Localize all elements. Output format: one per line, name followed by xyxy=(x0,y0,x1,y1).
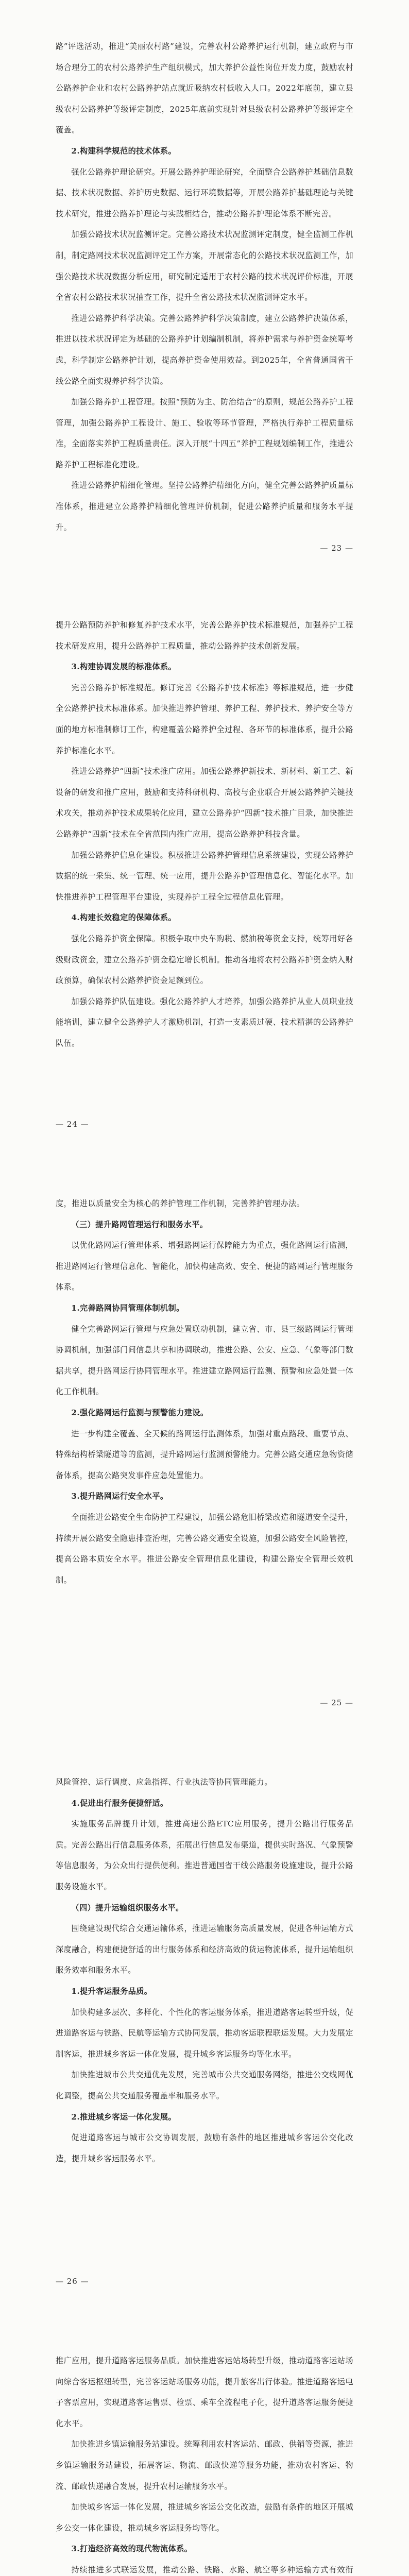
page-27 xyxy=(0,2314,409,2576)
paragraph: 强化公路养护理论研究。开展公路养护理论研究，全面整合公路养护基础信息数据、技术状况数据、养护历史数据、运行环境数据等，开展公路养护基础理论与关键技术研究，推进公路养护理论与实践相结合，推动公路养护理论体系不断完善。 xyxy=(56,167,353,218)
section-heading: 3.构建协调发展的标准体系。 xyxy=(71,662,177,672)
paragraph: 以优化路网运行管理体系、增强路网运行保障能力为重点，强化路网运行监测，推进路网运行管理信息化、智能化，加快构建高效、安全、便捷的路网运行管理服务体系。 xyxy=(56,1241,353,1292)
section-heading: 2.强化路网运行监测与预警能力建设。 xyxy=(71,1408,209,1417)
paragraph: 加快构建多层次、多样化、个性化的客运服务体系，推进道路客运转型升级，促进道路客运与铁路、民航等运输方式协同发展，推动客运联程联运发展。大力发展定制客运，推进城乡客运一体化发展，提升城乡客运服务均等化水平。 xyxy=(56,2007,353,2059)
page-26 xyxy=(0,1736,409,2314)
paragraph: 路”评选活动，推进“美丽农村路”建设，完善农村公路养护运行机制，建立政府与市场合理分工的农村公路养护生产组织模式，加大养护公益性岗位开发力度，鼓励农村公路养护企业和农村公路养护站点就近吸纳农村低收入人口。2022年底前，建立县级农村公路养护等级评定制度，2025年底前实现针对县级农村公路养护等级评定全覆盖。 xyxy=(56,42,353,135)
section-heading: 4.构建长效稳定的保障体系。 xyxy=(71,913,177,923)
section-heading: 1.提升客运服务品质。 xyxy=(71,1986,152,1996)
paragraph: 强化公路养护资金保障。积极争取中央车购税、燃油税等资金支持，统筹用好各级财政资金，建立公路养护资金稳定增长机制。推动各地将农村公路养护资金纳入财政预算，确保农村公路养护资金足额到位。 xyxy=(56,934,353,986)
section-heading: 2.构建科学规范的技术体系。 xyxy=(71,146,177,156)
paragraph: 围绕建设现代综合交通运输体系，推进运输服务高质量发展，促进各种运输方式深度融合，构建便捷舒适的出行服务体系和经济高效的货运物流体系，提升运输组织服务效率和服务水平。 xyxy=(56,1924,353,1975)
paragraph: 提升公路预防养护和修复养护技术水平，完善公路养护技术标准规范，加强养护工程技术研发应用，提升公路养护工程质量，推动公路养护技术创新发展。 xyxy=(56,620,353,651)
paragraph: 度，推进以质量安全为核心的养护管理工作机制，完善养护管理办法。 xyxy=(56,1199,305,1208)
paragraph: 加快城乡客运一体化发展，推进城乡客运公交化改造，鼓励有条件的地区开展城乡公交一体化建设，推动城乡客运服务均等化。 xyxy=(56,2502,353,2533)
page-number: — 25 — xyxy=(320,1698,353,1707)
page-25 xyxy=(0,1157,409,1736)
paragraph: 推广应用，提升道路客运服务品质。加快推进客运站场转型升级，推动道路客运站场向综合客运枢纽转型，完善客运站场服务功能，提升旅客出行体验。推进道路客运电子客票应用，实现道路客运售票、检票、乘车全流程电子化，提升道路客运服务便捷化水平。 xyxy=(56,2356,353,2428)
section-heading: 4.促进出行服务便捷舒适。 xyxy=(71,1798,168,1808)
page-number: — 26 — xyxy=(56,2277,89,2286)
paragraph: 推进公路养护“四新”技术推广应用。加强公路养护新技术、新材料、新工艺、新设备的研发和推广应用，鼓励和支持科研机构、高校与企业联合开展公路养护关键技术攻关，推动养护技术成果转化应用，建立公路养护“四新”技术推广目录，加快推进公路养护“四新”技术在全省范围内推广应用，提高公路养护科技含量。 xyxy=(56,767,353,839)
paragraph: 加快推进城市公共交通优先发展，完善城市公共交通服务网络，推进公交线网优化调整，提高公共交通服务覆盖率和服务水平。 xyxy=(56,2070,353,2100)
paragraph: 推进公路养护精细化管理。坚持公路养护精细化方向，健全完善公路养护质量标准体系，推进建立公路养护精细化管理评价机制，促进公路养护质量和服务水平提升。 xyxy=(56,481,353,532)
paragraph: 风险管控、运行调度、应急指挥、行业执法等协同管理能力。 xyxy=(56,1777,272,1787)
paragraph: 进一步构建全覆盖、全天候的路网运行监测体系，加强对重点路段、重要节点、特殊结构桥梁隧道等的监测，提升路网运行监测预警能力。完善公路交通应急物资储备体系，提高公路突发事件应急处置能力。 xyxy=(56,1429,353,1480)
paragraph: 促进道路客运与城市公交协调发展，鼓励有条件的地区推进城乡客运公交化改造，提升城乡客运服务水平。 xyxy=(56,2133,353,2163)
paragraph: 加强公路养护信息化建设。积极推进公路养护管理信息系统建设，实现公路养护数据的统一采集、统一管理、统一应用，提升公路养护管理信息化、智能化水平。加快推进养护工程管理平台建设，实现养护工程全过程信息化管理。 xyxy=(56,850,353,902)
page-26-body xyxy=(56,1772,353,2169)
page-23 xyxy=(0,0,409,579)
paragraph: 加快推进乡镇运输服务站建设。统筹利用农村客运站、邮政、供销等资源，推进乡镇运输服务站建设，拓展客运、物流、邮政快递等服务功能，推动农村客运、物流、邮政快递融合发展，提升农村运输服务水平。 xyxy=(56,2439,353,2491)
page-24-body xyxy=(56,615,353,1054)
section-heading: 3.打造经济高效的现代物流体系。 xyxy=(71,2544,193,2554)
section-heading: （四）提升运输组织服务水平。 xyxy=(71,1903,184,1912)
paragraph: 推进公路养护科学决策。完善公路养护科学决策制度，建立公路养护决策体系，推进以技术状况评定为基础的公路养护计划编制机制，将养护需求与养护资金统筹考虑，科学制定公路养护计划，提高养护资金使用效益。到2025年，全省普通国省干线公路全面实现养护科学决策。 xyxy=(56,313,353,386)
section-heading: 1.完善路网协同管理体制机制。 xyxy=(71,1303,184,1313)
section-heading: 3.提升路网运行安全水平。 xyxy=(71,1492,168,1501)
paragraph: 实施服务品牌提升计划，推进高速公路ETC应用服务，提升公路出行服务品质。完善公路出行信息服务体系，拓展出行信息发布渠道，提供实时路况、气象预警等信息服务，为公众出行提供便利。推进普通国省干线公路服务设施建设，提升公路服务设施水平。 xyxy=(56,1819,353,1891)
paragraph: 持续推进多式联运发展，推动公路、铁路、水路、航空等多种运输方式有效衔 xyxy=(71,2565,353,2574)
page-number: — 24 — xyxy=(56,1120,89,1129)
page-25-body xyxy=(56,1193,353,1590)
page-27-body xyxy=(56,2350,353,2576)
paragraph: 完善公路养护标准规范。修订完善《公路养护技术标准》等标准规范，进一步健全公路养护技术标准体系。加快推进养护管理、养护工程、养护技术、养护安全等方面的地方标准制修订工作，构建覆盖公路养护全过程、各环节的标准体系，提升公路养护标准化水平。 xyxy=(56,683,353,755)
section-heading: （三）提升路网管理运行和服务水平。 xyxy=(71,1219,208,1229)
page-24 xyxy=(0,579,409,1157)
paragraph: 加强公路养护队伍建设。强化公路养护人才培养，加强公路养护从业人员职业技能培训，建立健全公路养护人才激励机制，打造一支素质过硬、技术精湛的公路养护队伍。 xyxy=(56,996,353,1048)
paragraph: 加强公路技术状况监测评定。完善公路技术状况监测评定制度，健全监测工作机制，制定路网技术状况监测评定工作方案，开展常态化的公路技术状况监测工作，加强公路技术状况数据分析应用，研究制定适用于农村公路的技术状况评价标准，开展全省农村公路技术状况抽查工作，提升全省公路技术状况监测评定水平。 xyxy=(56,230,353,302)
page-number: — 23 — xyxy=(320,544,353,553)
paragraph: 全面推进公路安全生命防护工程建设，加强公路危旧桥梁改造和隧道安全提升，持续开展公路安全隐患排查治理，完善公路交通安全设施，加强公路安全风险管控，提高公路本质安全水平。推进公路安全管理信息化建设，构建公路安全管理长效机制。 xyxy=(56,1512,353,1585)
section-heading: 2.推进城乡客运一体化发展。 xyxy=(71,2112,177,2122)
page-23-body xyxy=(56,36,353,538)
paragraph: 加强公路养护工程管理。按照“预防为主、防治结合”的原则，规范公路养护工程管理，加强公路养护工程设计、施工、验收等环节管理，严格执行养护工程质量标准，全面落实养护工程质量责任。深入开展“十四五”养护工程规划编制工作，推进公路养护工程标准化建设。 xyxy=(56,397,353,469)
paragraph: 健全完善路网运行管理与应急处置联动机制，建立省、市、县三级路网运行管理协调机制，加强部门间信息共享和协调联动，推进公路、公安、应急、气象等部门数据共享，提升路网运行协同管理水平。推进建立路网运行监测、预警和应急处置一体化工作机制。 xyxy=(56,1324,353,1397)
